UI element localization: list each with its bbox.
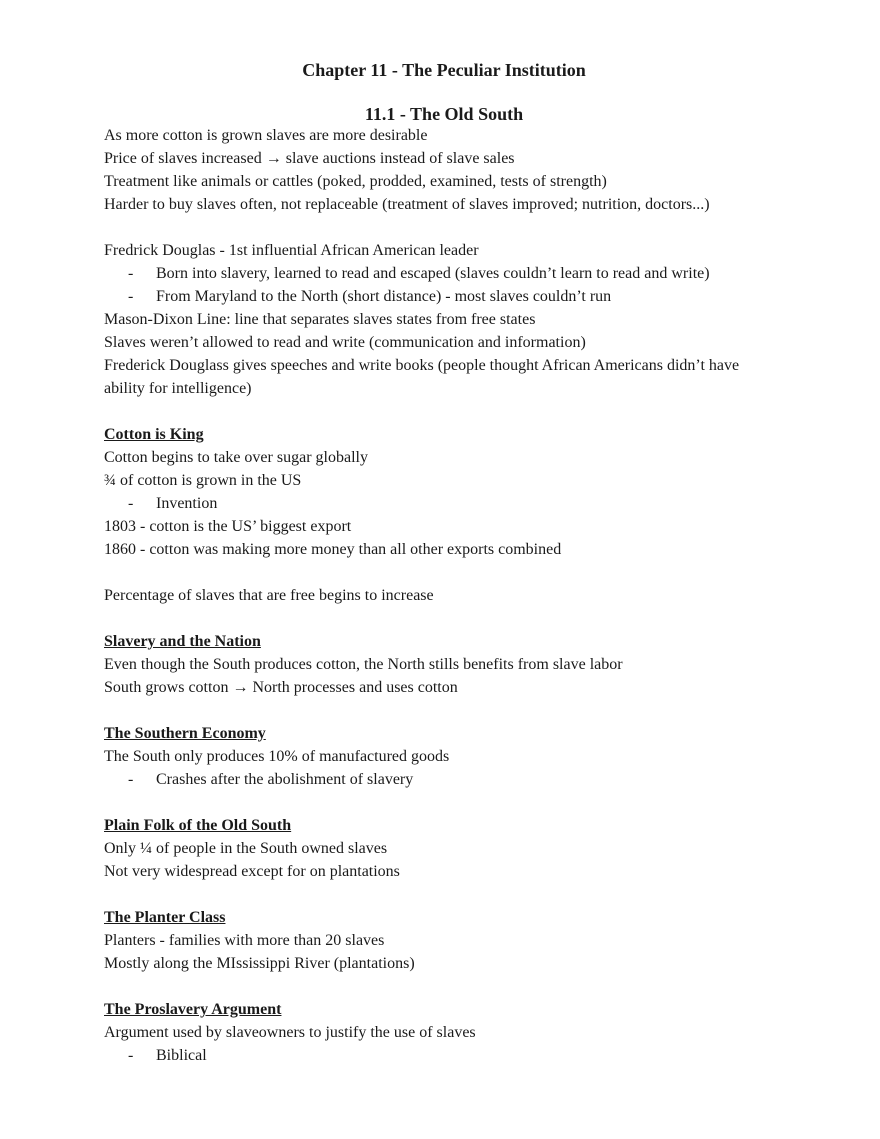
bullet-text: Born into slavery, learned to read and escaped (slaves couldn’t learn to read and write) bbox=[156, 265, 710, 282]
section-heading: The Proslavery Argument bbox=[104, 1001, 282, 1018]
intro-line: Treatment like animals or cattles (poked, prodded, examined, tests of strength) bbox=[104, 173, 607, 190]
section-heading: The Southern Economy bbox=[104, 725, 266, 742]
proslavery-section bbox=[104, 998, 784, 1067]
section-heading: Plain Folk of the Old South bbox=[104, 817, 292, 834]
planter-line: Planters - families with more than 20 slaves bbox=[104, 932, 385, 949]
bullet-dash: - bbox=[128, 1047, 134, 1064]
intro-line: Price of slaves increased → slave auctions instead of slave sales bbox=[104, 150, 515, 167]
bullet-text: Crashes after the abolishment of slavery bbox=[156, 771, 414, 788]
nation-line: Even though the South produces cotton, the North stills benefits from slave labor bbox=[104, 656, 623, 673]
cotton-line: 1803 - cotton is the US’ biggest export bbox=[104, 518, 352, 535]
intro-line: Harder to buy slaves often, not replaceable (treatment of slaves improved; nutrition, doctors...) bbox=[104, 196, 710, 213]
cotton-line: ¾ of cotton is grown in the US bbox=[104, 472, 302, 489]
section-heading: Slavery and the Nation bbox=[104, 633, 261, 650]
douglas-line: Frederick Douglass gives speeches and write books (people thought African Americans didn’t have ability for intelligence) bbox=[104, 357, 740, 397]
proslavery-line: Argument used by slaveowners to justify the use of slaves bbox=[104, 1024, 476, 1041]
bullet-dash: - bbox=[128, 771, 134, 788]
nation-section bbox=[104, 630, 784, 699]
cotton-line: Cotton begins to take over sugar globally bbox=[104, 449, 368, 466]
intro-line: As more cotton is grown slaves are more desirable bbox=[104, 127, 428, 144]
bullet-item bbox=[104, 768, 784, 791]
douglas-line: Slaves weren’t allowed to read and write (communication and information) bbox=[104, 334, 586, 351]
economy-section bbox=[104, 722, 784, 791]
section-heading: The Planter Class bbox=[104, 909, 226, 926]
bullet-text: From Maryland to the North (short distance) - most slaves couldn’t run bbox=[156, 288, 612, 305]
bullet-item bbox=[104, 262, 784, 285]
bullet-item bbox=[104, 492, 784, 515]
cotton-line: 1860 - cotton was making more money than all other exports combined bbox=[104, 541, 562, 558]
bullet-text: Invention bbox=[156, 495, 218, 512]
douglas-lead: Fredrick Douglas - 1st influential African American leader bbox=[104, 242, 479, 259]
bullet-dash: - bbox=[128, 288, 134, 305]
cotton-section bbox=[104, 423, 784, 607]
douglas-block bbox=[104, 239, 784, 400]
document-page bbox=[104, 56, 784, 1067]
plain-folk-line: Not very widespread except for on plantations bbox=[104, 863, 400, 880]
douglas-line: Mason-Dixon Line: line that separates slaves states from free states bbox=[104, 311, 536, 328]
planter-section bbox=[104, 906, 784, 975]
chapter-title: Chapter 11 - The Peculiar Institution bbox=[302, 60, 586, 80]
planter-line: Mostly along the MIssissippi River (plantations) bbox=[104, 955, 415, 972]
bullet-text: Biblical bbox=[156, 1047, 207, 1064]
cotton-line: Percentage of slaves that are free begins to increase bbox=[104, 587, 434, 604]
economy-line: The South only produces 10% of manufactured goods bbox=[104, 748, 450, 765]
section-title: 11.1 - The Old South bbox=[364, 104, 524, 124]
plain-folk-section bbox=[104, 814, 784, 883]
intro-block bbox=[104, 124, 784, 216]
section-heading: Cotton is King bbox=[104, 426, 204, 443]
nation-line: South grows cotton → North processes and uses cotton bbox=[104, 679, 458, 696]
bullet-item bbox=[104, 1044, 784, 1067]
bullet-dash: - bbox=[128, 495, 134, 512]
plain-folk-line: Only ¼ of people in the South owned slaves bbox=[104, 840, 388, 857]
bullet-item bbox=[104, 285, 784, 308]
bullet-dash: - bbox=[128, 265, 134, 282]
